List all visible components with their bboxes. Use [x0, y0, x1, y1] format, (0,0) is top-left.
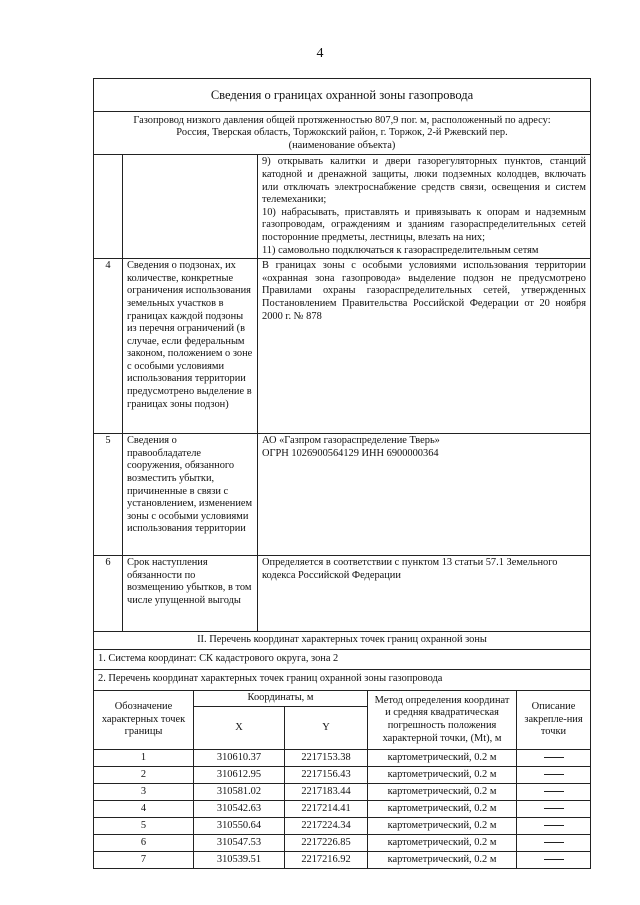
- method-value: картометрический, 0.2 м: [368, 851, 517, 868]
- row-label: Сведения о подзонах, их количестве, конкретные ограничения использования земельных участков в границах каждой подзоны из перечня ограничений (в случае, если федеральным законом, положением о зоне с особыми условиями использования территории предусмотрено выделение в границах зоны подзон): [123, 259, 258, 434]
- x-value: 310550.64: [194, 817, 285, 834]
- table-row: [94, 155, 591, 259]
- col-header-point: Обозначение характерных точек границы: [94, 690, 194, 749]
- table-row: [94, 434, 591, 556]
- description-dash: [517, 817, 591, 834]
- document-body: [93, 78, 591, 869]
- coord-list-title: 2. Перечень координат характерных точек границ охранной зоны газопровода: [94, 670, 591, 691]
- method-value: картометрический, 0.2 м: [368, 749, 517, 766]
- row-number: 6: [94, 556, 123, 632]
- row-text: В границах зоны с особыми условиями использования территории «охранная зона газопровода» выделение подзон не предусмотрено Правилами охраны газораспределительных сетей, утвержденных Постановлением Правительства Российской Федерации от 20 ноября 2000 г. № 878: [258, 259, 591, 434]
- table-row: [94, 800, 591, 817]
- description-dash: [517, 766, 591, 783]
- row-text: Определяется в соответствии с пунктом 13 статьи 57.1 Земельного кодекса Российской Федерации: [258, 556, 591, 632]
- description-dash: [517, 800, 591, 817]
- method-value: картометрический, 0.2 м: [368, 817, 517, 834]
- point-number: 3: [94, 783, 194, 800]
- row-text: 9) открывать калитки и двери газорегуляторных пунктов, станций катодной и дренажной защиты, люки подземных колодцев, включать или отключать электроснабжение средств связи, освещения и систем телемеханики; 10) набрасывать, приставлять и привязывать к опорам и надземным газопроводам, ограждениям и зданиям газораспределительных сетей посторонние предметы, лестницы, влезать на них; 11) самовольно подключаться к газораспределительным сетям: [258, 155, 591, 259]
- row-number: 5: [94, 434, 123, 556]
- x-value: 310547.53: [194, 834, 285, 851]
- row-label: Сведения о правообладателе сооружения, обязанного возместить убытки, причиненные в связи с установлением, изменением зоны с особыми условиями использования территории: [123, 434, 258, 556]
- table-row: [94, 766, 591, 783]
- y-value: 2217153.38: [285, 749, 368, 766]
- section-2-title: II. Перечень координат характерных точек границ охранной зоны: [94, 632, 591, 650]
- method-value: картометрический, 0.2 м: [368, 766, 517, 783]
- y-value: 2217214.41: [285, 800, 368, 817]
- x-value: 310581.02: [194, 783, 285, 800]
- col-header-y: Y: [285, 706, 368, 749]
- x-value: 310610.37: [194, 749, 285, 766]
- x-value: 310542.63: [194, 800, 285, 817]
- description-dash: [517, 834, 591, 851]
- row-label: Срок наступления обязанности по возмещению убытков, в том числе упущенной выгоды: [123, 556, 258, 632]
- object-address: Газопровод низкого давления общей протяженностью 807,9 пог. м, расположенный по адресу: Россия, Тверская область, Торжокский район, г. Торжок, 2-й Ржевский пер. (наименование объекта): [94, 111, 591, 155]
- point-number: 5: [94, 817, 194, 834]
- y-value: 2217156.43: [285, 766, 368, 783]
- table-row: [94, 817, 591, 834]
- point-number: 7: [94, 851, 194, 868]
- table-row: [94, 834, 591, 851]
- page-number: 4: [316, 46, 324, 61]
- table-row: [94, 259, 591, 434]
- description-dash: [517, 783, 591, 800]
- coordinates-table: [93, 690, 591, 869]
- table-row: [94, 749, 591, 766]
- method-value: картометрический, 0.2 м: [368, 834, 517, 851]
- point-number: 6: [94, 834, 194, 851]
- point-number: 2: [94, 766, 194, 783]
- table-row: [94, 783, 591, 800]
- method-value: картометрический, 0.2 м: [368, 800, 517, 817]
- document-title: Сведения о границах охранной зоны газопровода: [94, 79, 591, 112]
- description-dash: [517, 851, 591, 868]
- col-header-coords: Координаты, м: [194, 690, 368, 706]
- point-number: 1: [94, 749, 194, 766]
- y-value: 2217216.92: [285, 851, 368, 868]
- table-row: [94, 556, 591, 632]
- y-value: 2217226.85: [285, 834, 368, 851]
- point-number: 4: [94, 800, 194, 817]
- coord-system: 1. Система координат: СК кадастрового округа, зона 2: [94, 649, 591, 670]
- col-header-x: X: [194, 706, 285, 749]
- col-header-method: Метод определения координат и средняя квадратическая погрешность положения характерной точки, (Mt), м: [368, 690, 517, 749]
- y-value: 2217183.44: [285, 783, 368, 800]
- row-number: [94, 155, 123, 259]
- method-value: картометрический, 0.2 м: [368, 783, 517, 800]
- row-text: АО «Газпром газораспределение Тверь» ОГРН 1026900564129 ИНН 6900000364: [258, 434, 591, 556]
- table-row: [94, 851, 591, 868]
- row-label: [123, 155, 258, 259]
- x-value: 310612.95: [194, 766, 285, 783]
- y-value: 2217224.34: [285, 817, 368, 834]
- x-value: 310539.51: [194, 851, 285, 868]
- col-header-desc: Описание закрепле-ния точки: [517, 690, 591, 749]
- zone-info-table: [93, 78, 591, 691]
- description-dash: [517, 749, 591, 766]
- row-number: 4: [94, 259, 123, 434]
